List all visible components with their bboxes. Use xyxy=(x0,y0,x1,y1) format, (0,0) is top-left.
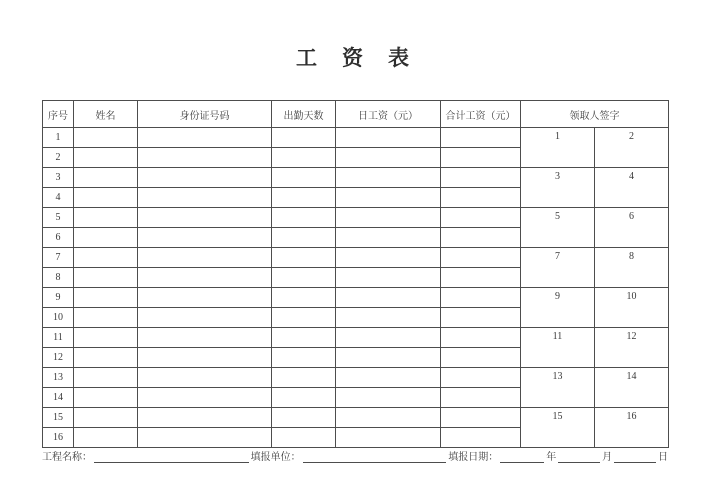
table-row xyxy=(43,248,669,268)
signature-cell: 7 xyxy=(521,248,595,288)
id-number-cell xyxy=(138,268,272,288)
daily-wage-cell xyxy=(336,308,441,328)
daily-wage-cell xyxy=(336,248,441,268)
row-number: 1 xyxy=(43,128,74,148)
name-cell xyxy=(74,328,138,348)
total-wage-cell xyxy=(441,428,521,448)
total-wage-cell xyxy=(441,388,521,408)
row-number: 15 xyxy=(43,408,74,428)
attendance-cell xyxy=(272,188,336,208)
signature-cell: 6 xyxy=(595,208,669,248)
daily-wage-cell xyxy=(336,168,441,188)
table-row xyxy=(43,288,669,308)
signature-cell: 9 xyxy=(521,288,595,328)
total-wage-cell xyxy=(441,288,521,308)
signature-cell: 10 xyxy=(595,288,669,328)
name-cell xyxy=(74,268,138,288)
attendance-cell xyxy=(272,168,336,188)
day-field xyxy=(614,452,656,463)
name-cell xyxy=(74,408,138,428)
daily-wage-cell xyxy=(336,208,441,228)
row-number: 13 xyxy=(43,368,74,388)
name-cell xyxy=(74,148,138,168)
attendance-cell xyxy=(272,268,336,288)
table-row xyxy=(43,328,669,348)
attendance-cell xyxy=(272,348,336,368)
signature-cell: 15 xyxy=(521,408,595,448)
total-wage-cell xyxy=(441,408,521,428)
year-label: 年 xyxy=(546,452,557,463)
total-wage-cell xyxy=(441,348,521,368)
id-number-cell xyxy=(138,428,272,448)
row-number: 6 xyxy=(43,228,74,248)
name-cell xyxy=(74,348,138,368)
id-number-cell xyxy=(138,408,272,428)
name-cell xyxy=(74,288,138,308)
signature-cell: 1 xyxy=(521,128,595,168)
id-number-cell xyxy=(138,148,272,168)
attendance-cell xyxy=(272,288,336,308)
attendance-cell xyxy=(272,128,336,148)
name-cell xyxy=(74,428,138,448)
id-number-cell xyxy=(138,308,272,328)
header-name: 姓名 xyxy=(74,101,138,128)
header-recipient-signature: 领取人签字 xyxy=(521,101,669,128)
row-number: 3 xyxy=(43,168,74,188)
total-wage-cell xyxy=(441,268,521,288)
attendance-cell xyxy=(272,388,336,408)
id-number-cell xyxy=(138,188,272,208)
signature-cell: 8 xyxy=(595,248,669,288)
daily-wage-cell xyxy=(336,228,441,248)
header-serial: 序号 xyxy=(43,101,74,128)
header-total-wage: 合计工资（元） xyxy=(441,101,521,128)
total-wage-cell xyxy=(441,208,521,228)
name-cell xyxy=(74,308,138,328)
header-row xyxy=(43,101,669,128)
id-number-cell xyxy=(138,328,272,348)
signature-cell: 12 xyxy=(595,328,669,368)
daily-wage-cell xyxy=(336,188,441,208)
header-id-number: 身份证号码 xyxy=(138,101,272,128)
name-cell xyxy=(74,228,138,248)
total-wage-cell xyxy=(441,248,521,268)
signature-cell: 13 xyxy=(521,368,595,408)
reporting-unit-label: 填报单位： xyxy=(250,452,301,463)
attendance-cell xyxy=(272,148,336,168)
signature-cell: 16 xyxy=(595,408,669,448)
attendance-cell xyxy=(272,368,336,388)
id-number-cell xyxy=(138,228,272,248)
reporting-unit-field xyxy=(303,452,447,463)
project-name-field xyxy=(94,452,249,463)
id-number-cell xyxy=(138,348,272,368)
day-label: 日 xyxy=(658,452,668,463)
header-attendance-days: 出勤天数 xyxy=(272,101,336,128)
table-row xyxy=(43,128,669,148)
total-wage-cell xyxy=(441,168,521,188)
daily-wage-cell xyxy=(336,288,441,308)
row-number: 7 xyxy=(43,248,74,268)
total-wage-cell xyxy=(441,188,521,208)
daily-wage-cell xyxy=(336,408,441,428)
row-number: 2 xyxy=(43,148,74,168)
attendance-cell xyxy=(272,208,336,228)
signature-cell: 3 xyxy=(521,168,595,208)
row-number: 4 xyxy=(43,188,74,208)
daily-wage-cell xyxy=(336,268,441,288)
attendance-cell xyxy=(272,428,336,448)
name-cell xyxy=(74,388,138,408)
reporting-date-label: 填报日期： xyxy=(448,452,499,463)
table-row xyxy=(43,408,669,428)
name-cell xyxy=(74,128,138,148)
id-number-cell xyxy=(138,168,272,188)
wage-table xyxy=(42,100,669,448)
name-cell xyxy=(74,368,138,388)
row-number: 9 xyxy=(43,288,74,308)
attendance-cell xyxy=(272,228,336,248)
attendance-cell xyxy=(272,308,336,328)
header-daily-wage: 日工资（元） xyxy=(336,101,441,128)
form-footer xyxy=(42,448,668,463)
table-row xyxy=(43,168,669,188)
name-cell xyxy=(74,248,138,268)
page-title: 工 资 表 xyxy=(296,46,411,70)
row-number: 10 xyxy=(43,308,74,328)
signature-cell: 5 xyxy=(521,208,595,248)
total-wage-cell xyxy=(441,328,521,348)
total-wage-cell xyxy=(441,368,521,388)
id-number-cell xyxy=(138,288,272,308)
name-cell xyxy=(74,168,138,188)
table-row xyxy=(43,368,669,388)
attendance-cell xyxy=(272,328,336,348)
id-number-cell xyxy=(138,128,272,148)
id-number-cell xyxy=(138,208,272,228)
year-field xyxy=(500,452,544,463)
daily-wage-cell xyxy=(336,148,441,168)
total-wage-cell xyxy=(441,128,521,148)
row-number: 11 xyxy=(43,328,74,348)
table-row xyxy=(43,208,669,228)
month-field xyxy=(558,452,600,463)
name-cell xyxy=(74,188,138,208)
total-wage-cell xyxy=(441,308,521,328)
signature-cell: 11 xyxy=(521,328,595,368)
project-name-label: 工程名称： xyxy=(42,452,92,463)
total-wage-cell xyxy=(441,228,521,248)
daily-wage-cell xyxy=(336,128,441,148)
total-wage-cell xyxy=(441,148,521,168)
daily-wage-cell xyxy=(336,388,441,408)
id-number-cell xyxy=(138,368,272,388)
signature-cell: 14 xyxy=(595,368,669,408)
row-number: 12 xyxy=(43,348,74,368)
row-number: 5 xyxy=(43,208,74,228)
row-number: 8 xyxy=(43,268,74,288)
attendance-cell xyxy=(272,408,336,428)
name-cell xyxy=(74,208,138,228)
daily-wage-cell xyxy=(336,368,441,388)
row-number: 14 xyxy=(43,388,74,408)
id-number-cell xyxy=(138,248,272,268)
signature-cell: 2 xyxy=(595,128,669,168)
id-number-cell xyxy=(138,388,272,408)
row-number: 16 xyxy=(43,428,74,448)
month-label: 月 xyxy=(602,452,613,463)
signature-cell: 4 xyxy=(595,168,669,208)
daily-wage-cell xyxy=(336,348,441,368)
attendance-cell xyxy=(272,248,336,268)
daily-wage-cell xyxy=(336,328,441,348)
daily-wage-cell xyxy=(336,428,441,448)
